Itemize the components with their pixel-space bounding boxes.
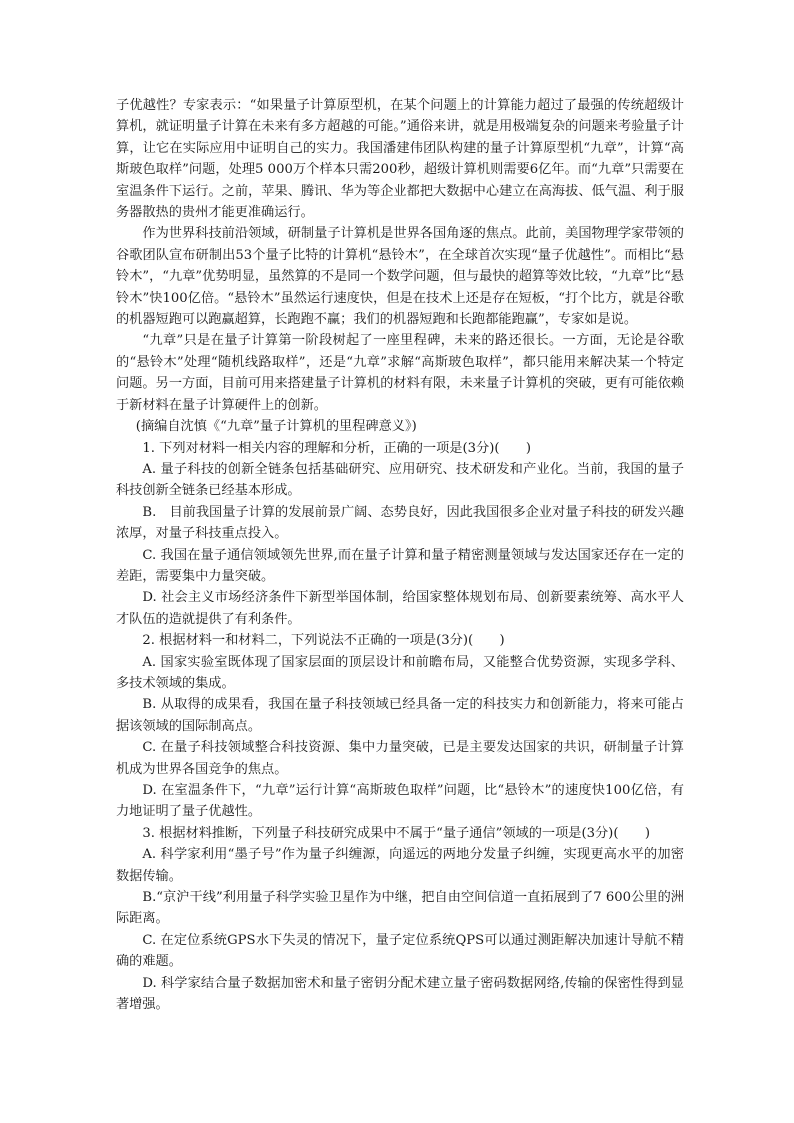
question-2-option-d: D. 在室温条件下，“九章”运行计算“高斯玻色取样”问题，比“悬铃木”的速度快100亿倍，有力地证明了量子优越性。	[116, 783, 684, 820]
question-2-option-b: B. 从取得的成果看，我国在量子科技领域已经具备一定的科技实力和创新能力，将来可能占据该领域的国际制高点。	[116, 697, 684, 734]
question-1-option-b: B. 目前我国量子计算的发展前景广阔、态势良好，因此我国很多企业对量子科技的研发兴趣浓厚，对量子科技重点投入。	[116, 504, 684, 542]
question-3-option-d: D. 科学家结合量子数据加密术和量子密钥分配术建立量子密码数据网络,传输的保密性得到显著增强。	[116, 975, 684, 1013]
question-2-option-c: C. 在量子科技领域整合科技资源、集中力量突破，已是主要发达国家的共识，研制量子计算机成为世界各国竞争的焦点。	[116, 740, 684, 777]
question-3-option-c: C. 在定位系统GPS水下失灵的情况下，量子定位系统QPS可以通过测距解决加速计导航不精确的难题。	[116, 932, 684, 970]
question-1-option-a: A. 量子科技的创新全链条包括基础研究、应用研究、技术研发和产业化。当前，我国的量子科技创新全链条已经基本形成。	[116, 461, 684, 499]
question-1-stem: 1. 下列对材料一相关内容的理解和分析，正确的一项是(3分)( )	[142, 440, 532, 456]
paragraph-1: 子优越性？专家表示：“如果量子计算原型机，在某个问题上的计算能力超过了最强的传统超级计算机，就证明量子计算在未来有多方超越的可能。”通俗来讲，就是用极端复杂的问题来考验量子计算，让它在实际应用中证明自己的实力。我国潘建伟团队构建的量子计算原型机“九章”，计算“高斯玻色取样”问题，处理5 000万个样本只需200秒，超级计算机则需要6亿年。而“九章”只需要在室温条件下运行。之前，苹果、腾讯、华为等企业都把大数据中心建立在高海拔、低气温、利于服务器散热的贵州才能更准确运行。	[116, 98, 684, 221]
question-3-stem: 3. 根据材料推断，下列量子科技研究成果中不属于“量子通信”领域的一项是(3分)( )	[142, 825, 650, 841]
paragraph-3: “九章”只是在量子计算第一阶段树起了一座里程碑，未来的路还很长。一方面，无论是谷歌的“悬铃木”处理“随机线路取样”，还是“九章”求解“高斯玻色取样”，都只能用来解决某一个特定问题。另一方面，目前可用来搭建量子计算机的材料有限，未来量子计算机的突破，更有可能依赖于新材料在量子计算硬件上的创新。	[116, 333, 684, 413]
question-2-option-a: A. 国家实验室既体现了国家层面的顶层设计和前瞻布局，又能整合优势资源，实现多学科、多技术领域的集成。	[116, 654, 684, 691]
question-3-option-b: B.“京沪干线”利用量子科学实验卫星作为中继，把自由空间信道一直拓展到了7 600公里的洲际距离。	[116, 890, 684, 927]
question-2-stem: 2. 根据材料一和材料二，下列说法不正确的一项是(3分)( )	[142, 633, 505, 649]
document-body	[116, 95, 684, 1015]
question-1-option-d: D. 社会主义市场经济条件下新型举国体制，给国家整体规划布局、创新要素统筹、高水平人才队伍的造就提供了有利条件。	[116, 590, 684, 627]
source-citation: (摘编自沈慎《“九章”量子计算机的里程碑意义》)	[135, 419, 417, 435]
paragraph-2: 作为世界科技前沿领域，研制量子计算机是世界各国角逐的焦点。此前，美国物理学家带领的谷歌团队宣布研制出53个量子比特的计算机“悬铃木”，在全球首次实现“量子优越性”。而相比“悬铃木”，“九章”优势明显，虽然算的不是同一个数学问题，但与最快的超算等效比较，“九章”比“悬铃木”快100亿倍。“悬铃木”虽然运行速度快，但是在技术上还是存在短板，“打个比方，就是谷歌的机器短跑可以跑赢超算，长跑跑不赢；我们的机器短跑和长跑都能跑赢”，专家如是说。	[116, 226, 684, 328]
question-1-option-c: C. 我国在量子通信领域领先世界,而在量子计算和量子精密测量领域与发达国家还存在一定的差距，需要集中力量突破。	[116, 547, 684, 584]
question-3-option-a: A. 科学家利用“墨子号”作为量子纠缠源，向遥远的两地分发量子纠缠，实现更高水平的加密数据传输。	[116, 847, 684, 884]
